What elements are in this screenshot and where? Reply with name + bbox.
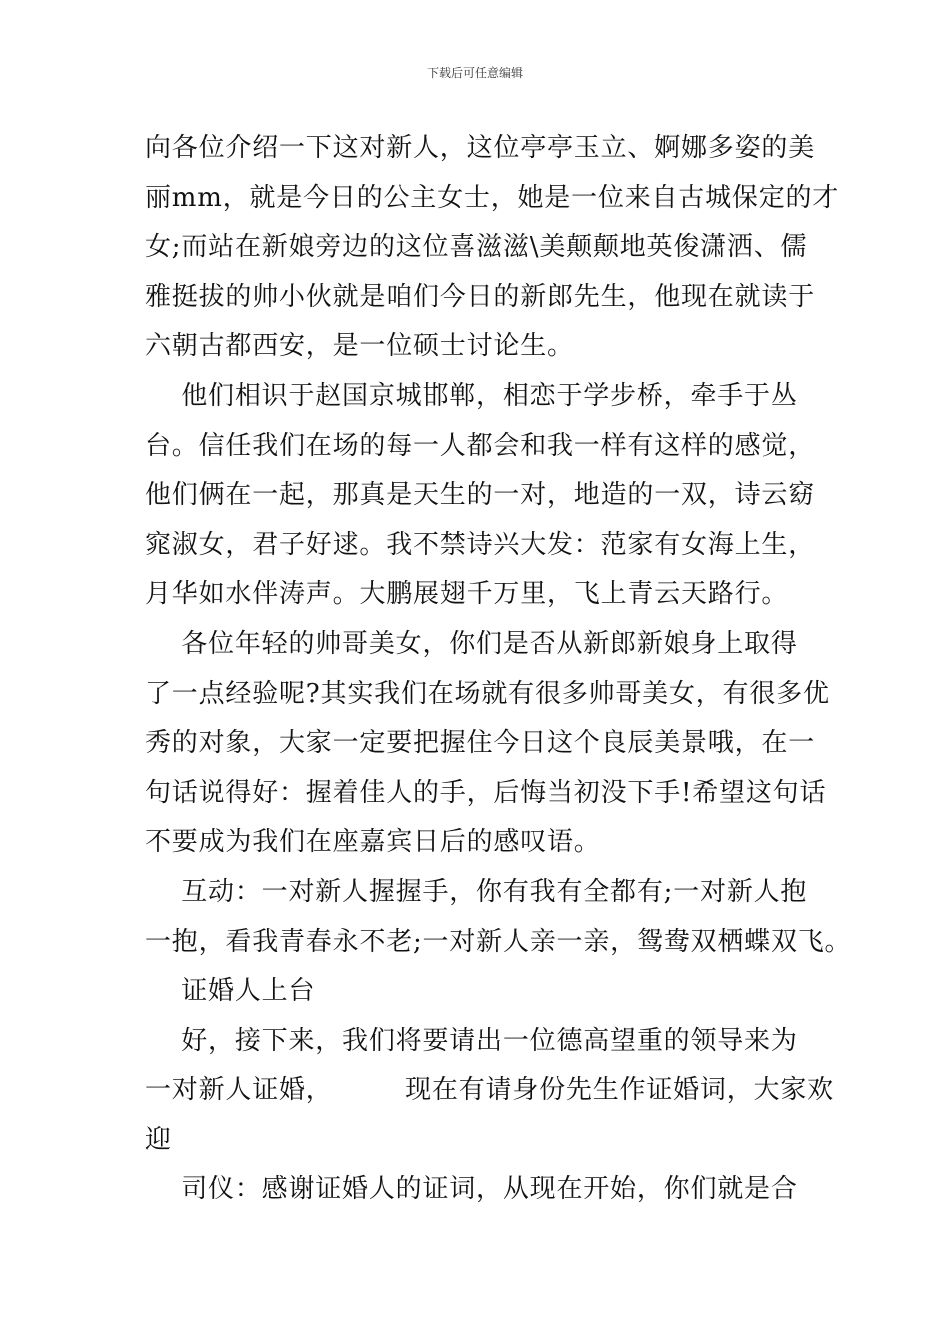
text-line: 迎 — [145, 1124, 172, 1155]
text-line: 窕淑女，君子好逑。我不禁诗兴大发：范家有女海上生， — [145, 529, 816, 560]
text-line: 女;而站在新娘旁边的这位喜滋滋\美颠颠地英俊潇洒、儒 — [145, 232, 808, 263]
text-line: 司仪：感谢证婚人的证词，从现在开始，你们就是合 — [145, 1174, 798, 1205]
text-line: 一对新人证婚， 现在有请身份先生作证婚词，大家欢 — [145, 1075, 834, 1106]
text-line: 了一点经验呢?其实我们在场就有很多帅哥美女，有很多优 — [145, 678, 830, 709]
text-line: 各位年轻的帅哥美女，你们是否从新郎新娘身上取得 — [145, 628, 798, 659]
text-line: 互动：一对新人握握手，你有我有全都有;一对新人抱 — [145, 876, 808, 907]
text-line: 他们俩在一起，那真是天生的一对，地造的一双，诗云窈 — [145, 480, 816, 511]
text-line: 一抱，看我青春永不老;一对新人亲一亲，鸳鸯双栖蝶双飞。 — [145, 926, 852, 957]
text-line: 秀的对象，大家一定要把握住今日这个良辰美景哦，在一 — [145, 728, 816, 759]
text-line: 他们相识于赵国京城邯郸，相恋于学步桥，牵手于丛 — [145, 380, 798, 411]
text-line: 丽mm，就是今日的公主女士，她是一位来自古城保定的才 — [145, 182, 840, 213]
text-line: 六朝古都西安，是一位硕士讨论生。 — [145, 331, 574, 362]
document-body — [145, 124, 852, 1215]
text-line: 雅挺拔的帅小伙就是咱们今日的新郎先生，他现在就读于 — [145, 281, 816, 312]
text-line: 不要成为我们在座嘉宾日后的感叹语。 — [145, 827, 601, 858]
text-line: 月华如水伴涛声。大鹏展翅千万里，飞上青云天路行。 — [145, 579, 789, 610]
text-line: 向各位介绍一下这对新人，这位亭亭玉立、婀娜多姿的美 — [145, 133, 816, 163]
text-line: 好，接下来，我们将要请出一位德高望重的领导来为 — [145, 1025, 798, 1056]
text-line: 句话说得好：握着佳人的手，后悔当初没下手!希望这句话 — [145, 777, 827, 808]
text-line: 台。信任我们在场的每一人都会和我一样有这样的感觉， — [145, 430, 816, 461]
page-header: 下载后可任意编辑 — [426, 66, 523, 80]
section-heading: 证婚人上台 — [145, 976, 316, 1007]
